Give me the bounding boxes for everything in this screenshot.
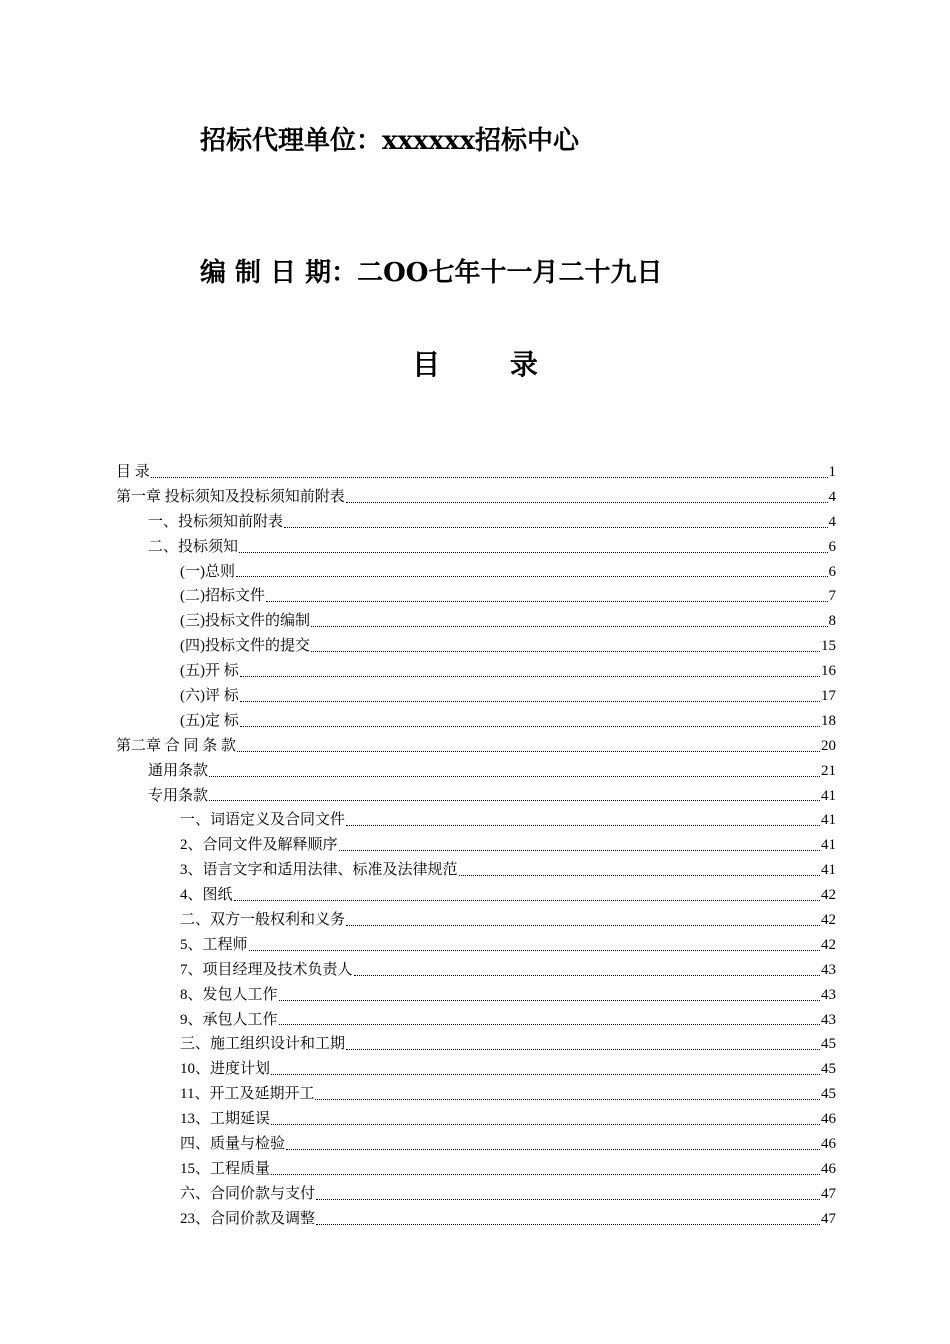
toc-entry-title: 15、工程质量	[180, 1160, 271, 1177]
toc-entry-page: 42	[821, 887, 836, 904]
table-of-contents	[116, 460, 836, 1232]
toc-entry[interactable]	[116, 460, 836, 485]
toc-entry[interactable]	[116, 560, 836, 585]
toc-dot-leader	[151, 477, 828, 478]
toc-dot-leader	[249, 950, 820, 951]
toc-heading: 目 录	[412, 348, 568, 381]
toc-entry-page: 42	[821, 936, 836, 953]
toc-entry[interactable]	[116, 759, 836, 784]
toc-entry-title: 7、项目经理及技术负责人	[180, 961, 353, 978]
toc-dot-leader	[266, 601, 828, 602]
toc-entry[interactable]	[116, 983, 836, 1008]
toc-entry-title: 通用条款	[148, 762, 209, 779]
toc-entry-page: 7	[828, 588, 836, 605]
toc-entry[interactable]	[116, 1207, 836, 1232]
toc-entry-page: 42	[821, 912, 836, 929]
toc-entry-page: 45	[821, 1036, 836, 1053]
toc-dot-leader	[234, 900, 820, 901]
toc-entry-page: 17	[821, 688, 836, 705]
toc-dot-leader	[346, 925, 820, 926]
toc-entry-title: (二)招标文件	[180, 588, 265, 605]
toc-entry-title: 4、图纸	[180, 887, 233, 904]
toc-dot-leader	[346, 1049, 820, 1050]
toc-entry-page: 41	[821, 812, 836, 829]
toc-dot-leader	[240, 676, 820, 677]
toc-entry-title: 9、承包人工作	[180, 1011, 278, 1028]
toc-entry-title: 六、合同价款与支付	[180, 1185, 316, 1202]
toc-entry-title: 第二章 合 同 条 款	[116, 737, 237, 754]
toc-dot-leader	[339, 850, 820, 851]
toc-dot-leader	[315, 1099, 820, 1100]
toc-dot-leader	[237, 751, 820, 752]
toc-entry-title: 11、开工及延期开工	[180, 1086, 315, 1103]
toc-entry[interactable]	[116, 485, 836, 510]
toc-entry-page: 8	[828, 613, 836, 630]
toc-dot-leader	[279, 1024, 820, 1025]
toc-dot-leader	[354, 975, 820, 976]
toc-entry-page: 41	[821, 837, 836, 854]
toc-entry-title: 8、发包人工作	[180, 986, 278, 1003]
toc-entry-title: 10、进度计划	[180, 1061, 271, 1078]
toc-entry[interactable]	[116, 1082, 836, 1107]
toc-entry[interactable]	[116, 659, 836, 684]
toc-entry[interactable]	[116, 908, 836, 933]
toc-entry[interactable]	[116, 784, 836, 809]
toc-entry[interactable]	[116, 833, 836, 858]
toc-entry[interactable]	[116, 709, 836, 734]
toc-entry-title: 一、词语定义及合同文件	[180, 812, 346, 829]
toc-entry[interactable]	[116, 609, 836, 634]
toc-entry-page: 18	[821, 712, 836, 729]
toc-dot-leader	[286, 1149, 820, 1150]
toc-entry[interactable]	[116, 858, 836, 883]
toc-entry-page: 43	[821, 986, 836, 1003]
toc-entry-page: 21	[821, 762, 836, 779]
toc-dot-leader	[279, 1000, 820, 1001]
toc-entry-page: 47	[821, 1185, 836, 1202]
compile-date-line: 编 制 日 期：二OO七年十一月二十九日	[200, 258, 663, 288]
toc-entry[interactable]	[116, 883, 836, 908]
toc-entry-page: 41	[821, 862, 836, 879]
toc-entry[interactable]	[116, 1157, 836, 1182]
toc-entry-page: 16	[821, 663, 836, 680]
toc-entry-title: 三、施工组织设计和工期	[180, 1036, 346, 1053]
toc-entry-title: 23、合同价款及调整	[180, 1210, 316, 1227]
toc-entry-title: (三)投标文件的编制	[180, 613, 310, 630]
toc-entry-page: 1	[828, 464, 836, 480]
toc-dot-leader	[459, 875, 820, 876]
toc-dot-leader	[284, 527, 827, 528]
toc-dot-leader	[311, 626, 828, 627]
toc-entry[interactable]	[116, 734, 836, 759]
toc-dot-leader	[271, 1174, 820, 1175]
toc-dot-leader	[236, 576, 828, 577]
agency-line: 招标代理单位：xxxxxx招标中心	[200, 126, 580, 156]
toc-entry[interactable]	[116, 1032, 836, 1057]
toc-dot-leader	[240, 726, 820, 727]
toc-entry-page: 4	[828, 488, 836, 505]
toc-entry-title: 第一章 投标须知及投标须知前附表	[116, 488, 345, 505]
toc-entry-page: 4	[828, 513, 836, 530]
toc-dot-leader	[209, 776, 820, 777]
toc-entry-page: 41	[821, 787, 836, 804]
toc-dot-leader	[346, 502, 828, 503]
toc-dot-leader	[271, 1124, 820, 1125]
toc-entry-title: 二、投标须知	[148, 538, 239, 555]
toc-entry-title: (五)开 标	[180, 663, 239, 680]
toc-entry-title: 一、投标须知前附表	[148, 513, 284, 530]
toc-entry-page: 15	[821, 638, 836, 655]
toc-entry[interactable]	[116, 684, 836, 709]
toc-entry-page: 45	[821, 1086, 836, 1103]
toc-entry[interactable]	[116, 1107, 836, 1132]
toc-dot-leader	[316, 1224, 820, 1225]
toc-entry-page: 6	[828, 538, 836, 555]
toc-entry-page: 46	[821, 1136, 836, 1153]
toc-entry[interactable]	[116, 808, 836, 833]
toc-entry[interactable]	[116, 634, 836, 659]
toc-entry-title: 5、工程师	[180, 936, 248, 953]
toc-entry[interactable]	[116, 958, 836, 983]
toc-entry[interactable]	[116, 1182, 836, 1207]
toc-dot-leader	[311, 651, 820, 652]
toc-entry-title: 13、工期延误	[180, 1111, 271, 1128]
toc-entry-title: 2、合同文件及解释顺序	[180, 837, 338, 854]
toc-entry-page: 43	[821, 961, 836, 978]
toc-dot-leader	[316, 1199, 820, 1200]
toc-entry[interactable]	[116, 1008, 836, 1033]
toc-entry-title: (五)定 标	[180, 712, 239, 729]
toc-entry[interactable]	[116, 535, 836, 560]
toc-entry-title: 目 录	[116, 464, 150, 480]
toc-entry-title: 四、质量与检验	[180, 1136, 286, 1153]
toc-dot-leader	[209, 800, 820, 801]
toc-entry-page: 6	[828, 563, 836, 580]
toc-entry-title: 二、双方一般权利和义务	[180, 912, 346, 929]
toc-entry-page: 45	[821, 1061, 836, 1078]
toc-entry-title: (六)评 标	[180, 688, 239, 705]
toc-entry[interactable]	[116, 1132, 836, 1157]
toc-entry-page: 46	[821, 1111, 836, 1128]
toc-entry-title: 3、语言文字和适用法律、标准及法律规范	[180, 862, 458, 879]
toc-entry[interactable]	[116, 510, 836, 535]
toc-entry[interactable]	[116, 1057, 836, 1082]
toc-dot-leader	[239, 552, 827, 553]
toc-entry-page: 46	[821, 1160, 836, 1177]
toc-entry-page: 20	[821, 737, 836, 754]
toc-entry-title: (四)投标文件的提交	[180, 638, 310, 655]
toc-dot-leader	[346, 825, 820, 826]
toc-entry[interactable]	[116, 584, 836, 609]
toc-entry-title: 专用条款	[148, 787, 209, 804]
toc-dot-leader	[240, 701, 820, 702]
toc-entry-page: 43	[821, 1011, 836, 1028]
toc-entry-page: 47	[821, 1210, 836, 1227]
toc-entry[interactable]	[116, 933, 836, 958]
toc-entry-title: (一)总则	[180, 563, 235, 580]
toc-dot-leader	[271, 1074, 820, 1075]
